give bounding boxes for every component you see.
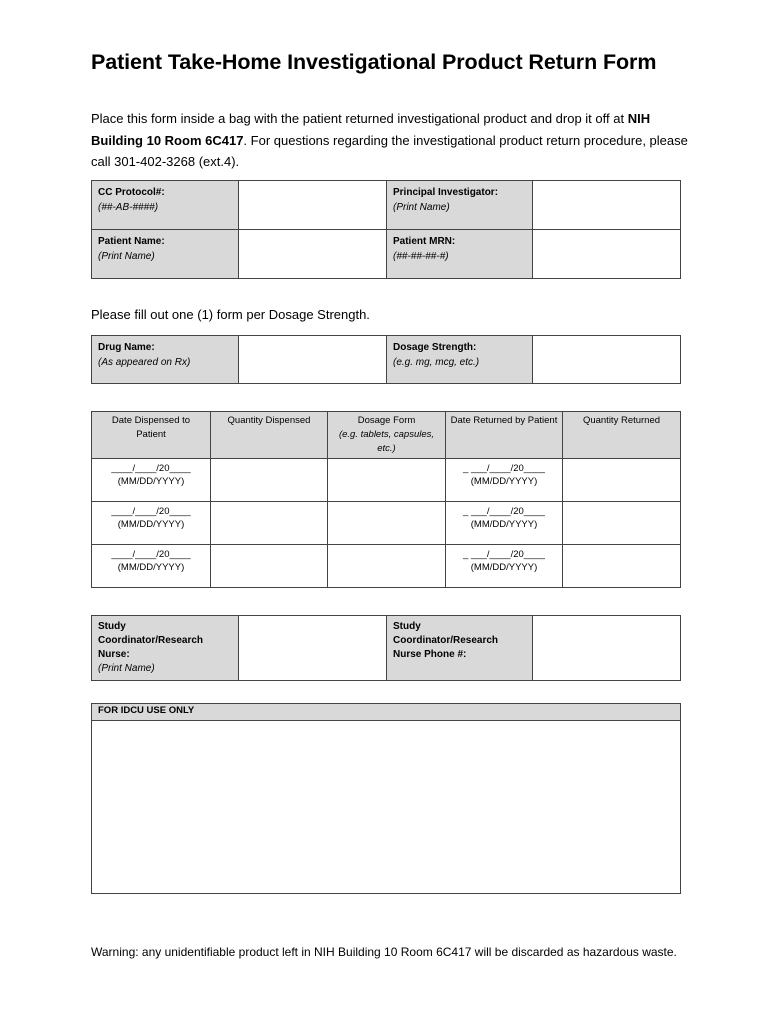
patient-name-field[interactable] [239,230,387,279]
drug-name-hint: (As appeared on Rx) [98,357,191,368]
header-dosage-form [328,412,446,459]
dosage-strength-label: Dosage Strength: [393,342,477,353]
date-dispensed-field[interactable] [92,502,211,545]
patient-mrn-field[interactable] [533,230,681,279]
date-format-hint: (MM/DD/YYYY) [470,519,538,530]
quantity-returned-field[interactable] [563,502,681,545]
dosage-strength-hint: (e.g. mg, mcg, etc.) [393,357,480,368]
intro-text-rest: . For questions regarding the investigational product return procedure, please call 301-402-3268 (ext.4). [91,132,688,169]
quantity-returned-field[interactable] [563,545,681,588]
patient-mrn-hint: (##-##-##-#) [393,251,449,262]
dosage-form-field[interactable] [328,545,446,588]
dosage-note: Please fill out one (1) form per Dosage Strength. [91,307,370,322]
cc-protocol-label: CC Protocol#: [98,187,165,198]
cc-protocol-label-cell [92,181,239,230]
date-blank: ____/____/20____ [111,506,191,517]
pi-hint: (Print Name) [393,202,450,213]
page-title: Patient Take-Home Investigational Product Return Form [91,50,657,74]
date-returned-field[interactable] [446,502,563,545]
warning-text: Warning: any unidentifiable product left in NIH Building 10 Room 6C417 will be discarded as hazardous waste. [91,945,677,959]
date-blank: _ ___/____/20____ [463,506,545,517]
intro-location: NIH Building 10 Room 6C417 [91,111,651,148]
protocol-table [91,180,681,279]
cc-protocol-field[interactable] [239,181,387,230]
idcu-header: FOR IDCU USE ONLY [92,704,681,721]
pi-label: Principal Investigator: [393,187,499,198]
intro-text: Place this form inside a bag with the patient returned investigational product and drop it off at [91,111,628,126]
coordinator-phone-label: Study Coordinator/Research Nurse Phone #: [393,621,499,660]
dosage-form-field[interactable] [328,459,446,502]
patient-name-hint: (Print Name) [98,251,155,262]
table-row [92,545,681,588]
quantity-dispensed-field[interactable] [211,545,328,588]
date-blank: ____/____/20____ [111,549,191,560]
patient-mrn-label-cell [387,230,533,279]
date-format-hint: (MM/DD/YYYY) [117,519,185,530]
date-dispensed-field[interactable] [92,545,211,588]
coordinator-name-label: Study Coordinator/Research Nurse: [98,621,204,660]
patient-mrn-label: Patient MRN: [393,236,456,247]
pi-field[interactable] [533,181,681,230]
date-blank: ____/____/20____ [111,463,191,474]
date-blank: _ ___/____/20____ [463,549,545,560]
idcu-table [91,703,681,894]
date-returned-field[interactable] [446,545,563,588]
header-quantity-returned: Quantity Returned [563,412,681,459]
date-format-hint: (MM/DD/YYYY) [470,476,538,487]
dosage-strength-label-cell [387,336,533,384]
cc-protocol-hint: (##-AB-####) [98,202,159,213]
coordinator-name-field[interactable] [239,616,387,681]
dosage-strength-field[interactable] [533,336,681,384]
table-row [92,502,681,545]
coordinator-table [91,615,681,681]
coordinator-phone-field[interactable] [533,616,681,681]
coordinator-name-label-cell [92,616,239,681]
table-row [92,459,681,502]
drug-name-field[interactable] [239,336,387,384]
pi-label-cell [387,181,533,230]
idcu-area[interactable] [92,721,681,894]
patient-name-label-cell [92,230,239,279]
header-quantity-dispensed: Quantity Dispensed [211,412,328,459]
patient-name-label: Patient Name: [98,236,165,247]
date-blank: _ ___/____/20____ [463,463,545,474]
header-date-dispensed: Date Dispensed to Patient [92,412,211,459]
date-format-hint: (MM/DD/YYYY) [117,562,185,573]
quantity-returned-field[interactable] [563,459,681,502]
coordinator-name-hint: (Print Name) [98,663,155,674]
quantity-dispensed-field[interactable] [211,502,328,545]
drug-name-label-cell [92,336,239,384]
drug-name-label: Drug Name: [98,342,155,353]
quantity-dispensed-field[interactable] [211,459,328,502]
header-dosage-form-label: Dosage Form [357,415,416,426]
header-dosage-form-hint: (e.g. tablets, capsules, etc.) [338,429,435,454]
date-returned-field[interactable] [446,459,563,502]
coordinator-phone-label-cell [387,616,533,681]
header-date-returned: Date Returned by Patient [446,412,563,459]
date-format-hint: (MM/DD/YYYY) [117,476,185,487]
dosage-form-field[interactable] [328,502,446,545]
quantity-table [91,411,681,588]
date-format-hint: (MM/DD/YYYY) [470,562,538,573]
drug-table [91,335,681,384]
date-dispensed-field[interactable] [92,459,211,502]
intro-paragraph [91,108,691,173]
